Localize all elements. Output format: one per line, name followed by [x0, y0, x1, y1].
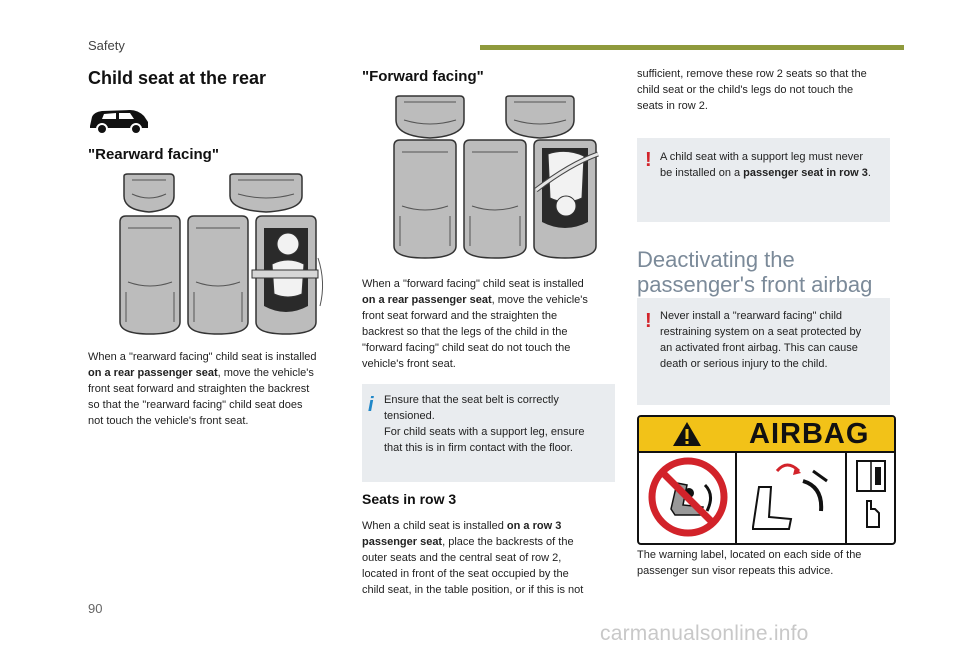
rear-seat-2 [188, 216, 248, 334]
rearward-seats-illustration [112, 172, 330, 338]
rear-seat-3-child [252, 216, 323, 334]
minivan-icon [86, 104, 152, 136]
front-seat-left [124, 174, 174, 212]
info-icon: i [368, 394, 374, 416]
front-seat-right [506, 96, 574, 138]
forward-paragraph: When a "forward facing" child seat is installed on a rear passenger seat, move the vehicle's front seat forward and the straighten the backrest so that the legs of the child in the "forward facing" child seat do not touch the vehicle's front seat. [362, 278, 588, 370]
rear-seat-2 [464, 140, 526, 258]
rear-seat-1 [394, 140, 456, 258]
warning-icon: ! [645, 149, 652, 171]
warning-triangle-icon [671, 420, 703, 448]
airbag-label-text: AIRBAG [749, 418, 870, 450]
page-number: 90 [88, 601, 103, 616]
warning-box-airbag: ! Never install a "rearward facing" child restraining system on a seat protected by an activated front airbag. This can cause death or serious injury to the child. [637, 298, 890, 405]
header-bar [480, 45, 904, 50]
info-box: i Ensure that the seat belt is correctly tensioned. For child seats with a support leg, ensure that this is in firm contact with the floor. [362, 384, 615, 482]
deactivation-title: Deactivating the passenger's front airbag [637, 247, 873, 297]
airbag-label-header [639, 417, 894, 453]
front-seat-right [230, 174, 302, 212]
forward-seats-illustration [386, 94, 610, 262]
no-rear-facing-seat-icon [647, 455, 729, 539]
row3-continued-paragraph: sufficient, remove these row 2 seats so that the child seat or the child's legs do not touch the seats in row 2. [637, 68, 867, 112]
warning-box-row3: ! A child seat with a support leg must never be installed on a passenger seat in row 3. [637, 138, 890, 222]
row3-heading: Seats in row 3 [362, 491, 457, 507]
watermark: carmanualsonline.info [600, 622, 809, 645]
rearward-heading: "Rearward facing" [88, 146, 219, 163]
page-title: Child seat at the rear [88, 68, 267, 88]
row3-paragraph: When a child seat is installed on a row 3 passenger seat, place the backrests of the outer seats and the central seat of row 2, located in front of the seat occupied by the child seat, in the table position, or if this is not [362, 520, 584, 596]
read-manual-icon [853, 457, 889, 537]
rear-seat-1 [120, 216, 180, 334]
section-label: Safety [88, 38, 125, 53]
airbag-warning-label [637, 415, 896, 545]
airbag-deploy-icon [743, 457, 839, 537]
front-seat-left [396, 96, 464, 138]
airbag-label-caption: The warning label, located on each side of the passenger sun visor repeats this advice. [637, 549, 862, 577]
rear-seat-3-child [534, 140, 598, 258]
rearward-paragraph: When a "rearward facing" child seat is installed on a rear passenger seat, move the vehicle's front seat forward and straighten the backrest so that the "rearward facing" child seat does not touch the vehicle's front seat. [88, 351, 317, 427]
forward-heading: "Forward facing" [362, 68, 484, 85]
warning-icon: ! [645, 310, 652, 332]
